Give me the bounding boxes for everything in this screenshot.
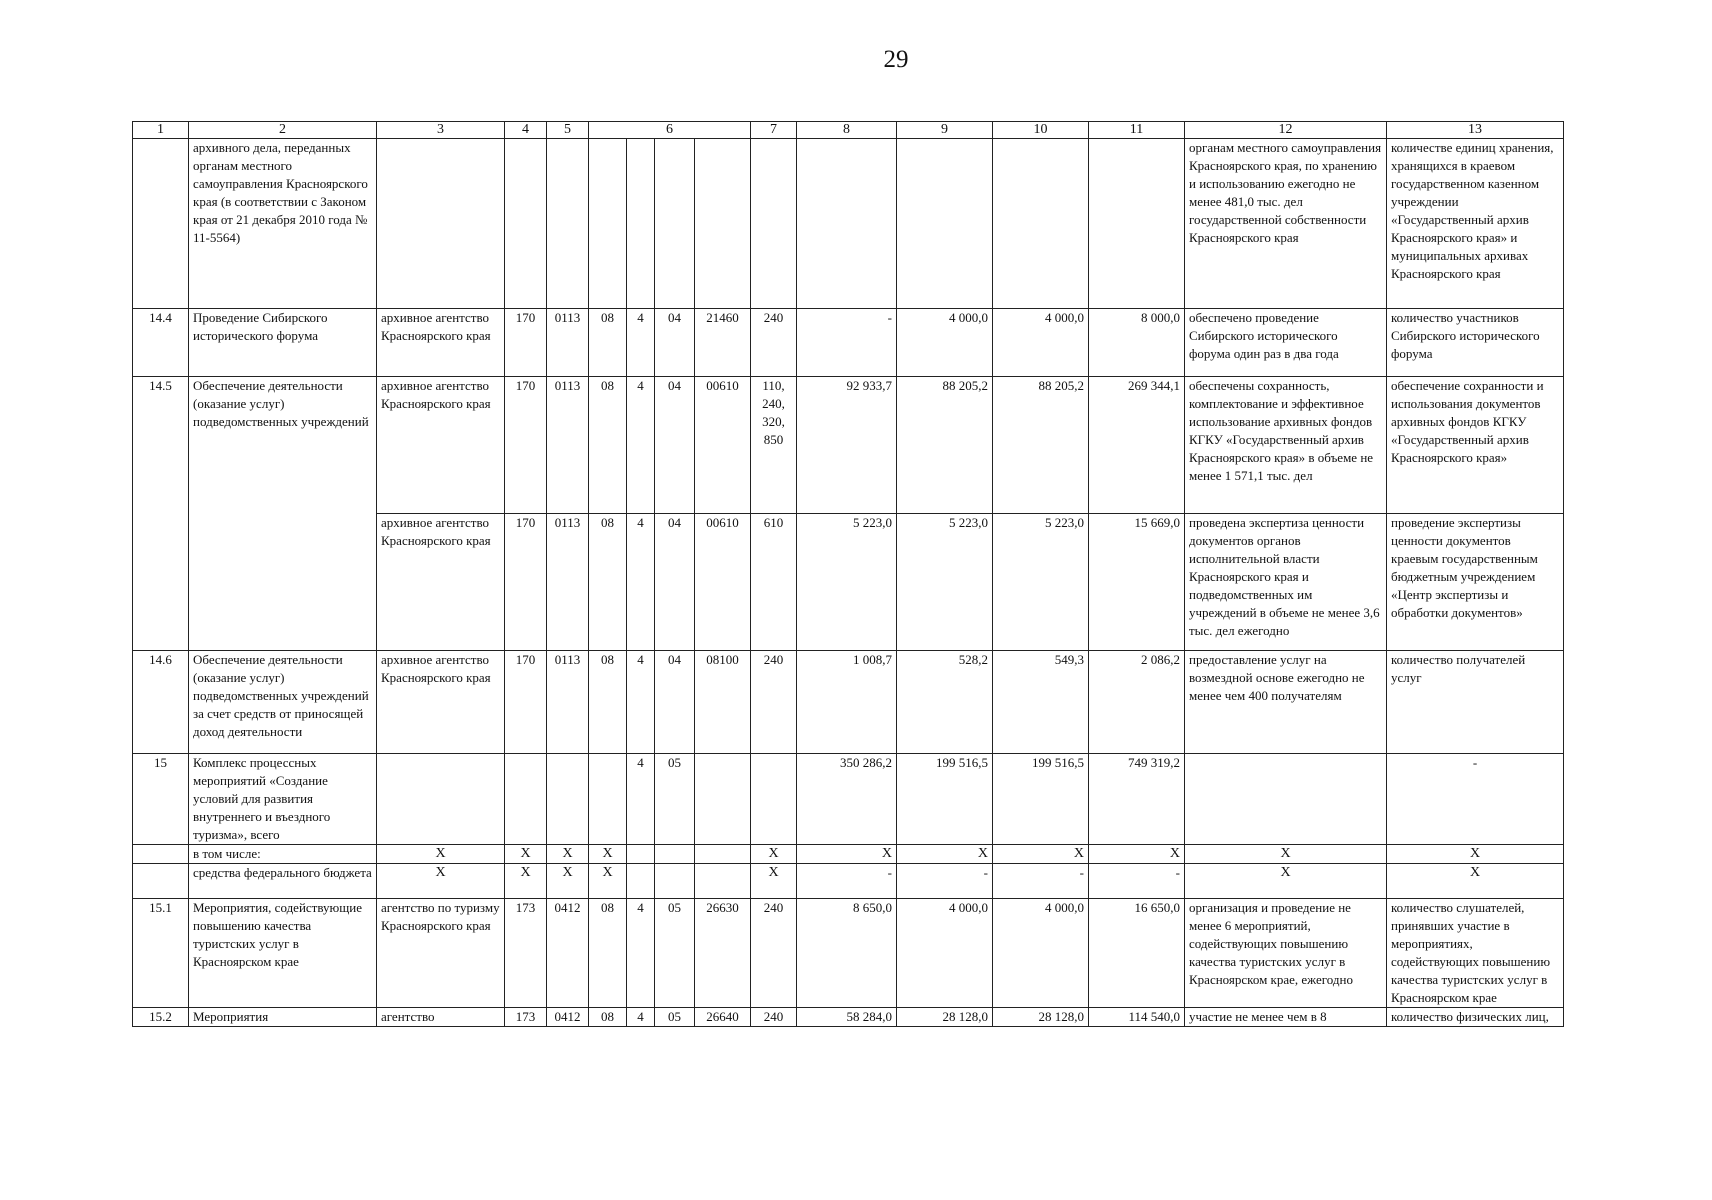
code-csr-item: 21460 <box>695 309 751 377</box>
code-csr-program: 08 <box>589 899 627 1008</box>
value-year-2 <box>897 139 993 309</box>
code-grbs: 170 <box>505 514 547 651</box>
row-number <box>133 139 189 309</box>
value-total: 16 650,0 <box>1089 899 1185 1008</box>
code-csr-complex: 04 <box>655 309 695 377</box>
code-csr-program: 08 <box>589 651 627 754</box>
executor: агентство по туризму Красноярского края <box>377 899 505 1008</box>
value-year-3: 4 000,0 <box>993 899 1089 1008</box>
code-rzpr <box>547 754 589 845</box>
executor: агентство <box>377 1008 505 1027</box>
column-header: 11 <box>1089 122 1185 139</box>
value-year-2: 5 223,0 <box>897 514 993 651</box>
code-rzpr: 0113 <box>547 651 589 754</box>
code-vr: X <box>751 845 797 864</box>
expected-result: X <box>1185 845 1387 864</box>
code-csr-program: X <box>589 845 627 864</box>
table-row <box>133 899 1564 1008</box>
code-grbs <box>505 754 547 845</box>
code-vr: 240 <box>751 309 797 377</box>
value-year-2: 199 516,5 <box>897 754 993 845</box>
code-csr-complex <box>655 139 695 309</box>
executor: X <box>377 845 505 864</box>
column-header: 3 <box>377 122 505 139</box>
indicator: количество слушателей, принявших участие в мероприятиях, содействующих повышению качества туристских услуг в Красноярском крае <box>1387 899 1564 1008</box>
value-year-1: 58 284,0 <box>797 1008 897 1027</box>
page-number: 29 <box>883 46 909 73</box>
expected-result: проведена экспертиза ценности документов органов исполнительной власти Красноярского края и подведомственных им учреждений в объеме не менее 3,6 тыс. дел ежегодно <box>1185 514 1387 651</box>
code-csr-item: 26640 <box>695 1008 751 1027</box>
indicator: X <box>1387 864 1564 899</box>
value-year-2: - <box>897 864 993 899</box>
value-total: 8 000,0 <box>1089 309 1185 377</box>
row-number: 15.1 <box>133 899 189 1008</box>
code-csr-program: 08 <box>589 377 627 514</box>
code-grbs: 173 <box>505 899 547 1008</box>
code-grbs: 170 <box>505 651 547 754</box>
value-year-2: 4 000,0 <box>897 899 993 1008</box>
row-number: 14.4 <box>133 309 189 377</box>
column-header: 10 <box>993 122 1089 139</box>
code-grbs: 173 <box>505 1008 547 1027</box>
code-grbs <box>505 139 547 309</box>
code-rzpr: 0113 <box>547 377 589 514</box>
value-year-3: 549,3 <box>993 651 1089 754</box>
code-vr: 240 <box>751 899 797 1008</box>
value-year-3: 199 516,5 <box>993 754 1089 845</box>
indicator: X <box>1387 845 1564 864</box>
indicator: проведение экспертизы ценности документов краевым государственным бюджетным учреждением «Центр экспертизы и обработки документов» <box>1387 514 1564 651</box>
code-rzpr: X <box>547 845 589 864</box>
code-csr-item <box>695 845 751 864</box>
value-year-1 <box>797 139 897 309</box>
item-name: Проведение Сибирского исторического форума <box>189 309 377 377</box>
code-csr-complex <box>655 845 695 864</box>
code-csr-item: 00610 <box>695 377 751 514</box>
code-rzpr: 0412 <box>547 899 589 1008</box>
code-csr-program: 08 <box>589 1008 627 1027</box>
column-header: 1 <box>133 122 189 139</box>
value-total: 269 344,1 <box>1089 377 1185 514</box>
code-grbs: X <box>505 864 547 899</box>
executor: архивное агентство Красноярского края <box>377 309 505 377</box>
code-csr-type <box>627 845 655 864</box>
table-row <box>133 651 1564 754</box>
value-year-3: 88 205,2 <box>993 377 1089 514</box>
value-total: - <box>1089 864 1185 899</box>
value-year-3: 28 128,0 <box>993 1008 1089 1027</box>
table-row <box>133 864 1564 899</box>
code-rzpr: 0412 <box>547 1008 589 1027</box>
table-row <box>133 845 1564 864</box>
expected-result: организация и проведение не менее 6 мероприятий, содействующих повышению качества туристских услуг в Красноярском крае, ежегодно <box>1185 899 1387 1008</box>
code-csr-complex: 05 <box>655 1008 695 1027</box>
expected-result: обеспечены сохранность, комплектование и эффективное использование архивных фондов КГКУ «Государственный архив Красноярского края» в объеме не менее 1 571,1 тыс. дел <box>1185 377 1387 514</box>
code-vr: X <box>751 864 797 899</box>
value-year-1: - <box>797 309 897 377</box>
indicator: обеспечение сохранности и использования документов архивных фондов КГКУ «Государственный архив Красноярского края» <box>1387 377 1564 514</box>
code-vr <box>751 754 797 845</box>
table-row <box>133 1008 1564 1027</box>
value-year-1: 1 008,7 <box>797 651 897 754</box>
column-header: 7 <box>751 122 797 139</box>
item-name: архивного дела, переданных органам местного самоуправления Красноярского края (в соответствии с Законом края от 21 декабря 2010 года № 11-5564) <box>189 139 377 309</box>
executor: X <box>377 864 505 899</box>
code-grbs: X <box>505 845 547 864</box>
code-csr-complex <box>655 864 695 899</box>
code-csr-complex: 04 <box>655 651 695 754</box>
code-csr-type: 4 <box>627 754 655 845</box>
value-total: 15 669,0 <box>1089 514 1185 651</box>
code-rzpr: 0113 <box>547 514 589 651</box>
value-year-1: X <box>797 845 897 864</box>
column-header: 12 <box>1185 122 1387 139</box>
code-grbs: 170 <box>505 377 547 514</box>
table-row <box>133 309 1564 377</box>
column-header: 6 <box>589 122 751 139</box>
value-total <box>1089 139 1185 309</box>
item-name: Мероприятия <box>189 1008 377 1027</box>
value-year-3: 5 223,0 <box>993 514 1089 651</box>
column-header: 13 <box>1387 122 1564 139</box>
item-name: Комплекс процессных мероприятий «Создание условий для развития внутреннего и въездного туризма», всего <box>189 754 377 845</box>
executor: архивное агентство Красноярского края <box>377 377 505 514</box>
code-csr-type: 4 <box>627 377 655 514</box>
indicator: количестве единиц хранения, хранящихся в краевом государственном казенном учреждении «Государственный архив Красноярского края» и муниципальных архивах Красноярского края <box>1387 139 1564 309</box>
executor: архивное агентство Красноярского края <box>377 651 505 754</box>
code-csr-program <box>589 139 627 309</box>
column-header: 2 <box>189 122 377 139</box>
code-csr-program: 08 <box>589 309 627 377</box>
table-row <box>133 754 1564 845</box>
code-rzpr: X <box>547 864 589 899</box>
table-row <box>133 377 1564 514</box>
code-csr-program: 08 <box>589 514 627 651</box>
value-year-2: 4 000,0 <box>897 309 993 377</box>
table-row <box>133 139 1564 309</box>
row-number <box>133 845 189 864</box>
code-grbs: 170 <box>505 309 547 377</box>
item-name: Обеспечение деятельности (оказание услуг) подведомственных учреждений <box>189 377 377 651</box>
column-header: 9 <box>897 122 993 139</box>
executor <box>377 754 505 845</box>
column-header: 5 <box>547 122 589 139</box>
row-number: 14.6 <box>133 651 189 754</box>
item-name: Мероприятия, содействующие повышению качества туристских услуг в Красноярском крае <box>189 899 377 1008</box>
code-csr-item <box>695 864 751 899</box>
code-csr-type: 4 <box>627 1008 655 1027</box>
code-csr-type: 4 <box>627 651 655 754</box>
expected-result: обеспечено проведение Сибирского исторического форума один раз в два года <box>1185 309 1387 377</box>
code-csr-type <box>627 139 655 309</box>
code-vr: 240 <box>751 1008 797 1027</box>
code-vr: 240 <box>751 651 797 754</box>
value-year-3: X <box>993 845 1089 864</box>
code-vr <box>751 139 797 309</box>
value-year-2: 528,2 <box>897 651 993 754</box>
code-csr-complex: 05 <box>655 899 695 1008</box>
code-csr-item <box>695 754 751 845</box>
code-csr-type: 4 <box>627 899 655 1008</box>
value-year-1: 350 286,2 <box>797 754 897 845</box>
code-csr-type <box>627 864 655 899</box>
program-table <box>132 121 1564 1027</box>
code-csr-complex: 05 <box>655 754 695 845</box>
column-header: 8 <box>797 122 897 139</box>
code-vr: 610 <box>751 514 797 651</box>
code-csr-item: 26630 <box>695 899 751 1008</box>
code-csr-type: 4 <box>627 309 655 377</box>
code-csr-program: X <box>589 864 627 899</box>
value-year-3 <box>993 139 1089 309</box>
code-csr-program <box>589 754 627 845</box>
value-year-2: 28 128,0 <box>897 1008 993 1027</box>
row-number <box>133 864 189 899</box>
code-csr-item: 08100 <box>695 651 751 754</box>
item-name: в том числе: <box>189 845 377 864</box>
value-year-2: 88 205,2 <box>897 377 993 514</box>
value-year-1: - <box>797 864 897 899</box>
code-rzpr: 0113 <box>547 309 589 377</box>
value-year-1: 92 933,7 <box>797 377 897 514</box>
indicator: количество участников Сибирского исторического форума <box>1387 309 1564 377</box>
code-csr-item <box>695 139 751 309</box>
code-csr-complex: 04 <box>655 377 695 514</box>
expected-result: X <box>1185 864 1387 899</box>
value-year-2: X <box>897 845 993 864</box>
value-year-1: 5 223,0 <box>797 514 897 651</box>
column-header: 4 <box>505 122 547 139</box>
code-rzpr <box>547 139 589 309</box>
row-number: 14.5 <box>133 377 189 651</box>
expected-result: предоставление услуг на возмездной основе ежегодно не менее чем 400 получателям <box>1185 651 1387 754</box>
value-total: 114 540,0 <box>1089 1008 1185 1027</box>
code-vr: 110, 240, 320, 850 <box>751 377 797 514</box>
indicator: - <box>1387 754 1564 845</box>
expected-result: участие не менее чем в 8 <box>1185 1008 1387 1027</box>
executor <box>377 139 505 309</box>
item-name: средства федерального бюджета <box>189 864 377 899</box>
row-number: 15 <box>133 754 189 845</box>
value-year-3: 4 000,0 <box>993 309 1089 377</box>
code-csr-type: 4 <box>627 514 655 651</box>
indicator: количество получателей услуг <box>1387 651 1564 754</box>
value-total: 2 086,2 <box>1089 651 1185 754</box>
code-csr-item: 00610 <box>695 514 751 651</box>
column-number-row <box>133 122 1564 139</box>
indicator: количество физических лиц, <box>1387 1008 1564 1027</box>
value-total: X <box>1089 845 1185 864</box>
code-csr-complex: 04 <box>655 514 695 651</box>
expected-result: органам местного самоуправления Красноярского края, по хранению и использованию ежегодно не менее 481,0 тыс. дел государственной собственности Красноярского края <box>1185 139 1387 309</box>
value-year-3: - <box>993 864 1089 899</box>
item-name: Обеспечение деятельности (оказание услуг) подведомственных учреждений за счет средств от приносящей доход деятельности <box>189 651 377 754</box>
expected-result <box>1185 754 1387 845</box>
executor: архивное агентство Красноярского края <box>377 514 505 651</box>
row-number: 15.2 <box>133 1008 189 1027</box>
value-total: 749 319,2 <box>1089 754 1185 845</box>
value-year-1: 8 650,0 <box>797 899 897 1008</box>
